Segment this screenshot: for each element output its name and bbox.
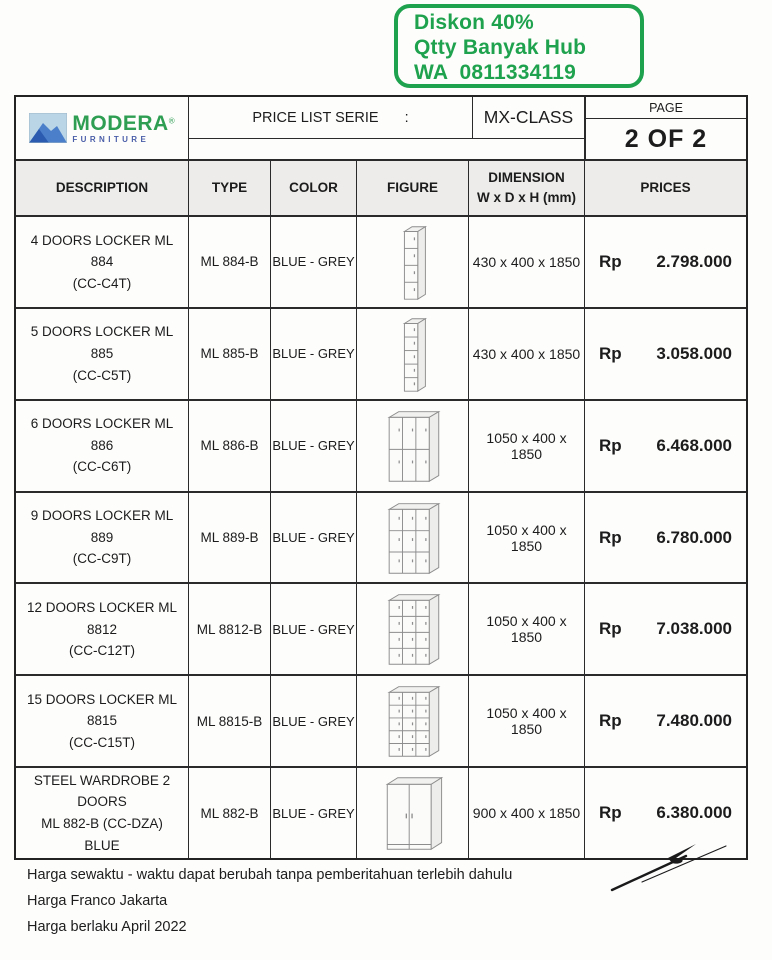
price-amount: 6.780.000 — [656, 527, 732, 547]
description-cell — [16, 676, 188, 766]
signature-mark — [598, 830, 738, 896]
dimension-cell: 430 x 400 x 1850 — [468, 309, 584, 399]
table-body — [16, 215, 746, 858]
description-line2: (CC-C5T) — [72, 367, 132, 383]
price-amount: 7.480.000 — [656, 711, 732, 731]
color-cell: BLUE - GREY — [270, 309, 356, 399]
figure-cell — [356, 584, 468, 674]
header-dimension-title: DIMENSION — [488, 169, 565, 185]
logo-cell — [16, 97, 188, 159]
brand-name: MODERA — [72, 111, 169, 135]
price-cell — [584, 584, 746, 674]
description-line1: STEEL WARDROBE 2 DOORS — [33, 772, 171, 810]
dimension-cell: 1050 x 400 x 1850 — [468, 584, 584, 674]
type-cell: ML 8815-B — [188, 676, 270, 766]
figure-cell — [356, 309, 468, 399]
description-line1: 9 DOORS LOCKER ML 889 — [30, 508, 174, 545]
locker-figure-icon — [378, 497, 448, 579]
price-amount: 2.798.000 — [656, 251, 732, 271]
dimension-cell: 900 x 400 x 1850 — [468, 768, 584, 858]
currency-label: Rp — [599, 527, 622, 547]
locker-figure-icon — [378, 313, 448, 395]
registered-mark: ® — [168, 116, 175, 126]
promo-line-discount: Diskon 40% — [414, 10, 534, 34]
description-cell — [16, 584, 188, 674]
color-cell: BLUE - GREY — [270, 493, 356, 583]
series-header-cell — [188, 97, 584, 159]
locker-figure-icon — [378, 405, 448, 487]
dimension-cell: 430 x 400 x 1850 — [468, 217, 584, 307]
figure-cell — [356, 401, 468, 491]
locker-figure-icon — [378, 680, 448, 762]
column-header-row — [16, 161, 746, 215]
page-number: 2 OF 2 — [624, 124, 708, 153]
price-cell — [584, 401, 746, 491]
footer-notes — [27, 862, 512, 940]
brand-subtitle: FURNITURE — [72, 134, 150, 144]
figure-cell — [356, 768, 468, 858]
header-type: TYPE — [188, 161, 270, 215]
table-row — [16, 399, 746, 491]
header-figure: FIGURE — [356, 161, 468, 215]
promo-line-whatsapp: WA 0811334119 — [414, 60, 576, 84]
type-cell: ML 885-B — [188, 309, 270, 399]
brand-text — [72, 113, 174, 144]
figure-cell — [356, 676, 468, 766]
header-color: COLOR — [270, 161, 356, 215]
description-cell — [16, 217, 188, 307]
price-cell — [584, 217, 746, 307]
header-dimension — [468, 161, 584, 215]
table-row — [16, 215, 746, 307]
description-line1: 15 DOORS LOCKER ML 8815 — [26, 691, 178, 729]
locker-figure-icon — [378, 221, 448, 303]
price-cell — [584, 493, 746, 583]
description-cell — [16, 401, 188, 491]
description-cell — [16, 768, 188, 858]
price-amount: 6.380.000 — [656, 803, 732, 823]
description-line1: 5 DOORS LOCKER ML 885 — [30, 324, 174, 361]
type-cell: ML 8812-B — [188, 584, 270, 674]
color-cell: BLUE - GREY — [270, 676, 356, 766]
figure-cell — [356, 493, 468, 583]
description-line2: (CC-C12T) — [69, 643, 135, 659]
series-name: MX-CLASS — [472, 97, 584, 138]
description-line2: ML 882-B (CC-DZA) BLUE — [41, 816, 163, 853]
table-header-band — [16, 97, 746, 161]
type-cell: ML 889-B — [188, 493, 270, 583]
dimension-cell: 1050 x 400 x 1850 — [468, 676, 584, 766]
modera-mountain-icon — [29, 113, 67, 143]
page-cell — [584, 97, 746, 159]
type-cell: ML 882-B — [188, 768, 270, 858]
currency-label: Rp — [599, 619, 622, 639]
color-cell: BLUE - GREY — [270, 584, 356, 674]
header-dimension-sub: W x D x H (mm) — [476, 190, 576, 205]
description-line2: (CC-C4T) — [72, 275, 132, 291]
currency-label: Rp — [599, 435, 622, 455]
description-line1: 4 DOORS LOCKER ML 884 — [30, 232, 174, 270]
color-cell: BLUE - GREY — [270, 401, 356, 491]
price-list-table — [14, 95, 748, 860]
footer-note-period: Harga berlaku April 2022 — [27, 919, 187, 935]
price-amount: 3.058.000 — [656, 343, 732, 363]
modera-logo — [29, 113, 174, 144]
description-line2: (CC-C15T) — [69, 735, 135, 751]
footer-note-validity: Harga sewaktu - waktu dapat berubah tanpa pemberitahuan terlebih dahulu — [27, 867, 513, 883]
dimension-cell: 1050 x 400 x 1850 — [468, 401, 584, 491]
price-amount: 6.468.000 — [656, 435, 732, 455]
figure-cell — [356, 217, 468, 307]
series-header-top — [189, 97, 584, 139]
color-cell: BLUE - GREY — [270, 217, 356, 307]
promo-line-qty: Qtty Banyak Hub — [414, 35, 587, 59]
header-description: DESCRIPTION — [55, 179, 149, 195]
description-line2: (CC-C6T) — [72, 459, 132, 475]
price-cell — [584, 676, 746, 766]
locker-figure-icon — [378, 588, 448, 670]
currency-label: Rp — [599, 711, 622, 731]
table-row — [16, 491, 746, 583]
footer-note-franco: Harga Franco Jakarta — [27, 893, 168, 909]
type-cell: ML 886-B — [188, 401, 270, 491]
currency-label: Rp — [599, 251, 622, 271]
price-cell — [584, 309, 746, 399]
type-cell: ML 884-B — [188, 217, 270, 307]
price-amount: 7.038.000 — [656, 619, 732, 639]
color-cell: BLUE - GREY — [270, 768, 356, 858]
price-list-serie-label-area — [189, 97, 472, 138]
table-row — [16, 307, 746, 399]
description-cell — [16, 493, 188, 583]
table-row — [16, 674, 746, 766]
description-line1: 12 DOORS LOCKER ML 8812 — [26, 599, 178, 637]
locker-figure-icon — [378, 772, 448, 854]
currency-label: Rp — [599, 803, 622, 823]
description-line1: 6 DOORS LOCKER ML 886 — [30, 416, 174, 453]
dimension-cell: 1050 x 400 x 1850 — [468, 493, 584, 583]
price-list-serie-colon: : — [404, 109, 409, 126]
description-cell — [16, 309, 188, 399]
currency-label: Rp — [599, 343, 622, 363]
header-prices: PRICES — [584, 161, 746, 215]
page-label: PAGE — [586, 97, 746, 119]
price-list-serie-label: PRICE LIST SERIE — [252, 109, 379, 126]
promo-box — [394, 4, 644, 88]
description-line2: (CC-C9T) — [72, 551, 132, 567]
table-row — [16, 582, 746, 674]
